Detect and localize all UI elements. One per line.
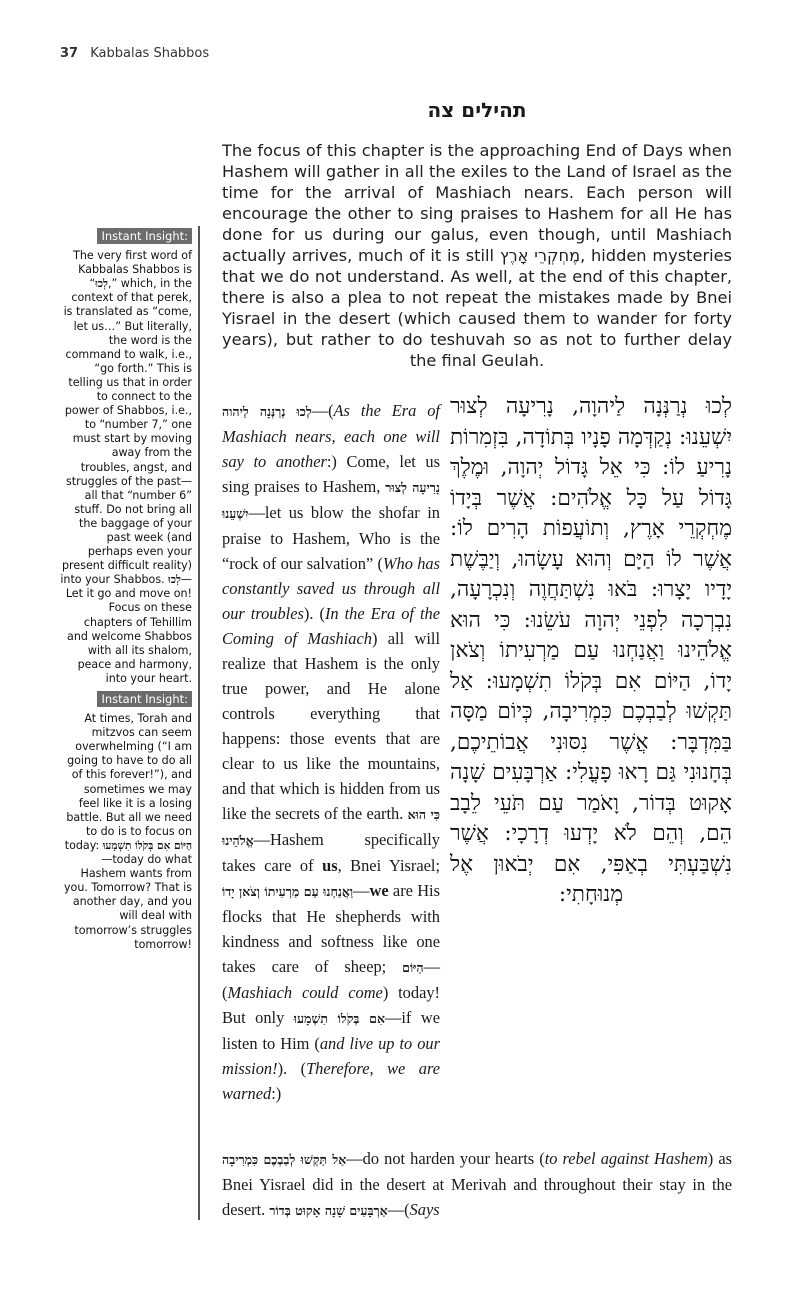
- chapter-title: תהילים צה: [427, 98, 527, 122]
- insight-label: Instant Insight:: [97, 228, 192, 244]
- insight-text: At times, Torah and mitzvos can seem overwhelming (“I am going to have to do all of this forever!”), and sometimes we may feel like it is a losing battle. But all we need to do is to focus on today: הַיּוֹם אִם בְּקֹלוֹ תִשְׁמָעוּ—today do what Hashem wants from you. Tomorrow? That is another day, and you will deal with tomorrow’s struggles tomorrow!: [63, 712, 192, 951]
- insight-label: Instant Insight:: [97, 691, 192, 707]
- commentary-column: לְכוּ נְרַנְּנָה לַיהוה—(As the Era of Mashiach nears, each one will say to another:) Come, let us sing praises to Hashem, נָרִיעָה לְצוּר יִשְׁעֵנוּ—let us blow the shofar in praise to Hashem, Who is the “rock of our salvation” (Who has constantly saved us through all our troubles). (In the Era of the Coming of Mashiach) all will realize that Hashem is the only true power, and He alone controls everything that happens: those events that are clear to us like the mountains, and that which is hidden from us like the secrets of the earth. כִּי הוּא אֱלֹהֵינוּ—Hashem specifically takes care of us, Bnei Yisrael; וַאֲנַחְנוּ עַם מַרְעִיתוֹ וְצֹאן יָדוֹ—we are His flocks that He shepherds with kindness and softness like one takes care of sheep; הַיּוֹם—(Mashiach could come) today! But only אִם בְּקֹלוֹ תִשְׁמָעוּ—if we listen to Him (and live up to our mission!). (Therefore, we are warned:): [222, 401, 441, 1103]
- commentary-continuation: אַל תַּקְשׁוּ לְבַבְכֶם כִּמְרִיבָה—do not harden your hearts (to rebel against Hashem) as Bnei Yisrael did in the desert at Merivah and throughout their stay in the desert. אַרְבָּעִים שָׁנָה אָקוּט בְּדוֹר—(Says: [222, 1149, 732, 1219]
- hebrew-psalm-text: לְכוּ נְרַנְּנָה לַיהוָה, נָרִיעָה לְצוּר יִשְׁעֵנוּ: נְקַדְּמָה פָנָיו בְּתוֹדָה, בִּזְמִרוֹת נָרִיעַ לוֹ: כִּי אֵל גָּדוֹל יְהוָה, וּמֶלֶךְ גָּדוֹל עַל כָּל אֱלֹהִים: אֲשֶׁר בְּיָדוֹ מֶחְקְרֵי אָרֶץ, וְתוֹעֲפוֹת הָרִים לוֹ: אֲשֶׁר לוֹ הַיָּם וְהוּא עָשָׂהוּ, וְיַבֶּשֶׁת יָדָיו יָצָרוּ: בֹּאוּ נִשְׁתַּחֲוֶה וְנִכְרָעָה, נִבְרְכָה לִפְנֵי יְהוָה עֹשֵׂנוּ: כִּי הוּא אֱלֹהֵינוּ וַאֲנַחְנוּ עַם מַרְעִיתוֹ וְצֹאן יָדוֹ, הַיּוֹם אִם בְּקֹלוֹ תִשְׁמָעוּ: אַל תַּקְשׁוּ לְבַבְכֶם כִּמְרִיבָה, כְּיוֹם מַסָּה בַּמִּדְבָּר: אֲשֶׁר נִסּוּנִי אֲבוֹתֵיכֶם, בְּחָנוּנִי גַּם רָאוּ פָעֳלִי: אַרְבָּעִים שָׁנָה אָקוּט בְּדוֹר, וָאֹמַר עַם תֹּעֵי לֵבָב הֵם, וְהֵם לֹא יָדְעוּ דְרָכָי: אֲשֶׁר נִשְׁבַּעְתִּי בְאַפִּי, אִם יְבֹאוּן אֶל מְנוּחָתִי:: [450, 394, 732, 907]
- running-header: [60, 46, 209, 61]
- chapter-intro: The focus of this chapter is the approaching End of Days when Hashem will gather in all the exiles to the Land of Israel as the time for the arrival of Mashiach nears. Each person will encourage the other to sing praises to Hashem for all He has done for us during our galus, even though, until Mashiach actually arrives, much of it is still מֶחְקְרֵי אָרֶץ, hidden mysteries that we do not understand. As well, at the end of this chapter, there is also a plea to not repeat the mistakes made by Bnei Yisrael in the desert (which caused them to wander for forty years), but rather to do teshuvah so as not to further delay the final Geulah.: [222, 141, 732, 370]
- instant-insight-sidebar: [60, 226, 200, 1220]
- section-title: Kabbalas Shabbos: [90, 46, 210, 61]
- page-number: 37: [60, 46, 79, 61]
- insight-text: The very first word of Kabbalas Shabbos is “לְכוּ,” which, in the context of that perek, is translated as “come, let us…” But literally, the word is the command to walk, i.e., “go forth.” This is telling us that in order to connect to the power of Shabbos, i.e., to “number 7,” one must start by moving away from the troubles, angst, and struggles of the past—all that “number 6” stuff. Do not bring all the baggage of your past week (and perhaps even your present difficult reality) into your Shabbos. לְכוּ—Let it go and move on! Focus on these chapters of Tehillim and welcome Shabbos with all its shalom, peace and harmony, into your heart.: [60, 249, 192, 685]
